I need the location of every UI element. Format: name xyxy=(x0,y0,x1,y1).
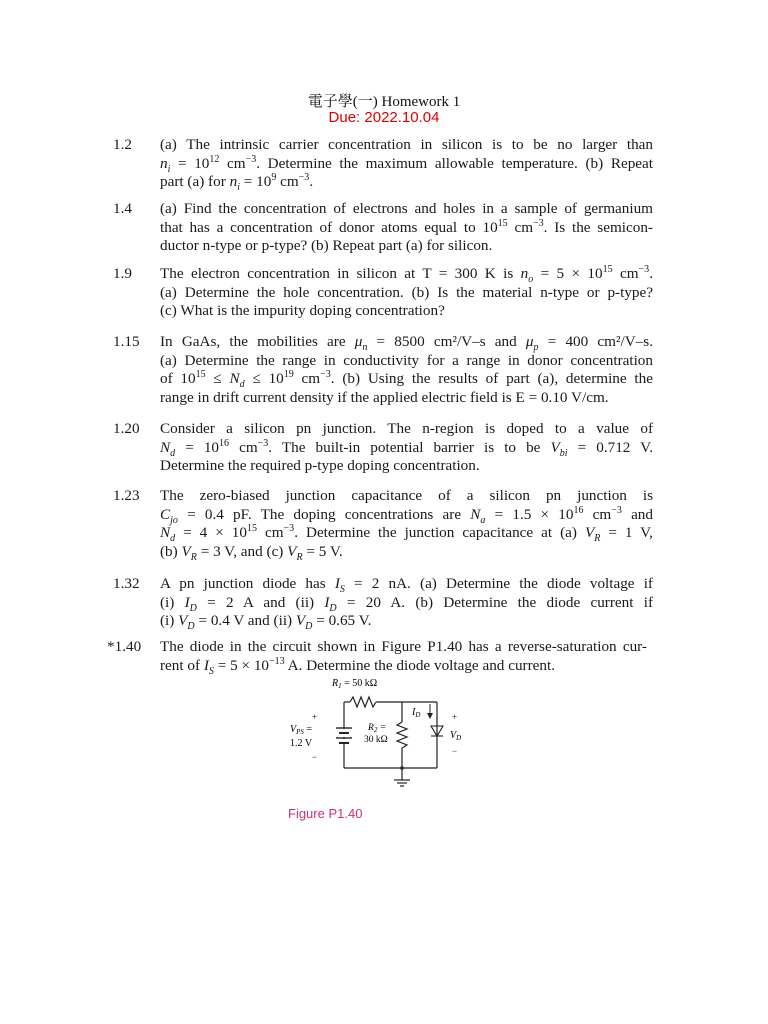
problem-text: The diode in the circuit shown in Figure P1.40 has a reverse-saturation cur- rent of $I_S = 5 \times 10^{-13}$ A. Determine the diode voltage and current. xyxy=(160,638,647,677)
problem-text: The electron concentration in silicon at T = 300 K is $n_o = 5 \times 10^{15}$ $cm^{-3}$. (a) Determine the hole concentration. (b) Is the material n-type or p-type? (c) What is the impurity doping concentration? xyxy=(160,263,653,320)
svg-text:VPS =: $V_{PS}$ = xyxy=(290,724,313,736)
problem-1-40 xyxy=(107,638,647,675)
svg-text:−: − xyxy=(452,746,458,756)
svg-text:+: + xyxy=(452,712,458,722)
figure-caption: Figure P1.40 xyxy=(288,806,363,821)
problem-1-23 xyxy=(113,487,653,561)
circuit-figure xyxy=(282,676,482,796)
problem-text: Consider a silicon pn junction. The n-region is doped to a value of $N_d = 10^{16}$ $cm^{-3}$. The built-in potential barrier is to be $V_{bi} = 0.712$ V. Determine the required p-type doping concentration. xyxy=(160,420,653,475)
svg-text:VD: $V_D$ xyxy=(450,730,462,742)
problem-text: (a) Find the concentration of electrons and holes in a sample of germanium that has a concentration of donor atoms equal to $10^{15}$ $cm^{-3}$. Is the semicon- ductor n-type or p-type? (b) Repeat part (a) for silicon. xyxy=(160,200,653,255)
problem-number: 1.9 xyxy=(113,265,132,282)
svg-text:−: − xyxy=(312,752,318,762)
problem-1-2 xyxy=(113,136,653,192)
problem-1-4 xyxy=(113,200,653,256)
problem-text: A pn junction diode has $I_S = 2$ nA. (a) Determine the diode voltage if (i) $I_D = 2$ A and (ii) $I_D = 20$ A. (b) Determine the diode current if (i) $V_D = 0.4$ V and (ii) $V_D = 0.65$ V. xyxy=(160,575,654,633)
r1-label: $R_1 = 50$ kΩ xyxy=(332,678,378,690)
problem-number: 1.15 xyxy=(113,333,140,350)
problem-1-32 xyxy=(113,575,653,631)
problem-text: (a) The intrinsic carrier concentration in silicon is to be no larger than $n_i = 10^{12}$ $cm^{-3}$. Determine the maximum allowable temperature. (b) Repeat part (a) for $n_i = 10^9$ $cm^{-3}$. xyxy=(160,136,653,194)
problem-1-9 xyxy=(113,265,653,321)
problem-number: 1.2 xyxy=(113,136,132,153)
svg-text:+: + xyxy=(312,712,318,722)
problem-number: *1.40 xyxy=(107,638,142,655)
problem-1-15 xyxy=(113,333,653,407)
problem-number: 1.20 xyxy=(113,420,140,437)
problem-number: 1.32 xyxy=(113,575,140,592)
page-title: 電子學(一) Homework 1 xyxy=(307,94,461,110)
svg-text:1.2 V: 1.2 V xyxy=(290,738,313,749)
svg-text:ID: $I_D$ xyxy=(412,707,421,719)
due-date: Due: 2022.10.04 xyxy=(328,109,440,126)
problem-text: In GaAs, the mobilities are $\mu_n = 8500$ cm²/V–s and $\mu_p = 400$ cm²/V–s. (a) Determine the range in conductivity for a range in donor concentration of $10^{15} \le N_d \le 10^{19}$ $cm^{-3}$. (b) Using the results of part (a), determine the range in drift current density if the applied electric field is E = 0.10 V/cm. xyxy=(160,333,653,406)
problem-number: 1.4 xyxy=(113,200,132,217)
problem-1-20 xyxy=(113,420,653,476)
problem-number: 1.23 xyxy=(113,487,140,504)
r1-resistor xyxy=(350,697,376,707)
r2-resistor xyxy=(397,722,407,748)
svg-text:R2 =: $R_2$ = xyxy=(368,723,387,734)
problem-text: The zero-biased junction capacitance of a silicon pn junction is $C_{jo} = 0.4$ pF. The doping concentrations are $N_a = 1.5 \times 10^{16}$ $cm^{-3}$ and $N_d = 4 \times 10^{15}$ $cm^{-3}$. Determine the junction capacitance at (a) $V_R = 1$ V, (b) $V_R = 3$ V, and (c) $V_R = 5$ V. xyxy=(160,487,653,563)
svg-text:30 kΩ: 30 kΩ xyxy=(364,735,388,745)
